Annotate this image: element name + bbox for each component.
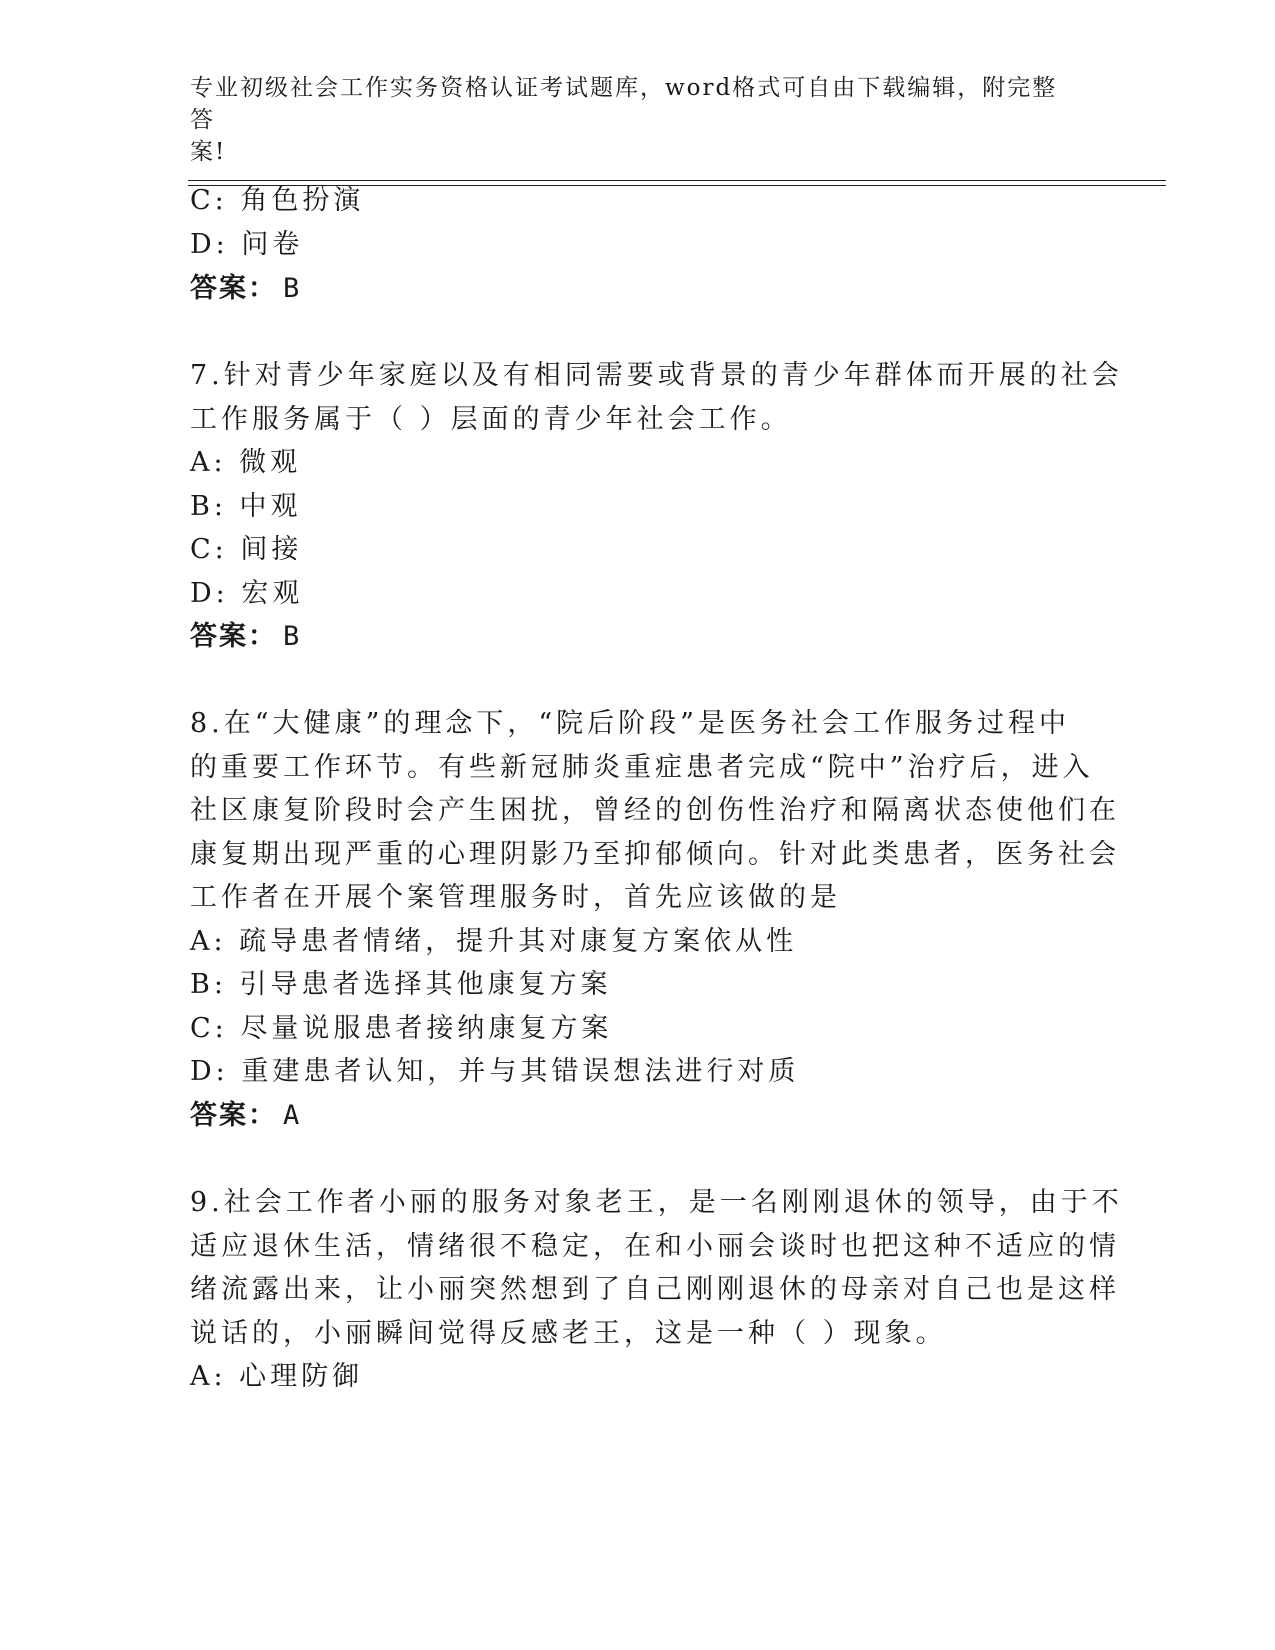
q8-answer bbox=[190, 1098, 301, 1134]
q7-stem-line-2: 工作服务属于（ ）层面的青少年社会工作。 bbox=[190, 404, 792, 435]
q8-option-c: C: 尽量说服患者接纳康复方案 bbox=[190, 1013, 613, 1044]
q9-stem-line-2: 适应退休生活，情绪很不稳定，在和小丽会谈时也把这种不适应的情 bbox=[190, 1231, 1120, 1262]
header-line-2: 案! bbox=[190, 139, 227, 165]
q8-option-d: D: 重建患者认知，并与其错误想法进行对质 bbox=[190, 1056, 800, 1087]
q6-option-c: C: 角色扮演 bbox=[190, 185, 365, 216]
q8-stem-line-1: 8.在“大健康”的理念下，“院后阶段”是医务社会工作服务过程中 bbox=[190, 708, 1070, 739]
q8-stem-line-5: 工作者在开展个案管理服务时，首先应该做的是 bbox=[190, 882, 841, 913]
q8-option-a: A: 疏导患者情绪，提升其对康复方案依从性 bbox=[190, 926, 798, 957]
q7-stem-line-1: 7.针对青少年家庭以及有相同需要或背景的青少年群体而开展的社会 bbox=[190, 360, 1123, 391]
answer-label: 答案： bbox=[190, 1100, 277, 1131]
answer-value: B bbox=[283, 621, 302, 652]
answer-value: A bbox=[283, 1100, 302, 1131]
page-header bbox=[190, 72, 1070, 168]
answer-value: B bbox=[283, 273, 302, 304]
q9-option-a: A: 心理防御 bbox=[190, 1361, 364, 1392]
q8-stem-line-3: 社区康复阶段时会产生困扰，曾经的创伤性治疗和隔离状态使他们在 bbox=[190, 795, 1120, 826]
q7-option-c: C: 间接 bbox=[190, 534, 303, 565]
q8-option-b: B: 引导患者选择其他康复方案 bbox=[190, 969, 612, 1000]
answer-label: 答案： bbox=[190, 273, 277, 304]
q9-stem-line-4: 说话的，小丽瞬间觉得反感老王，这是一种（ ）现象。 bbox=[190, 1318, 947, 1349]
q6-answer bbox=[190, 271, 301, 307]
q6-option-d: D: 问卷 bbox=[190, 229, 304, 260]
header-line-1: 专业初级社会工作实务资格认证考试题库，word格式可自由下载编辑，附完整答 bbox=[190, 75, 1058, 133]
q9-stem-line-3: 绪流露出来，让小丽突然想到了自己刚刚退休的母亲对自己也是这样 bbox=[190, 1274, 1120, 1305]
q7-answer bbox=[190, 619, 301, 655]
q8-stem-line-4: 康复期出现严重的心理阴影乃至抑郁倾向。针对此类患者，医务社会 bbox=[190, 839, 1120, 870]
q9-stem-line-1: 9.社会工作者小丽的服务对象老王，是一名刚刚退休的领导，由于不 bbox=[190, 1187, 1123, 1218]
q7-option-d: D: 宏观 bbox=[190, 578, 304, 609]
answer-label: 答案： bbox=[190, 621, 277, 652]
q8-stem-line-2: 的重要工作环节。有些新冠肺炎重症患者完成“院中”治疗后，进入 bbox=[190, 752, 1094, 783]
q7-option-b: B: 中观 bbox=[190, 491, 302, 522]
header-divider-top bbox=[188, 180, 1166, 181]
q7-option-a: A: 微观 bbox=[190, 447, 302, 478]
